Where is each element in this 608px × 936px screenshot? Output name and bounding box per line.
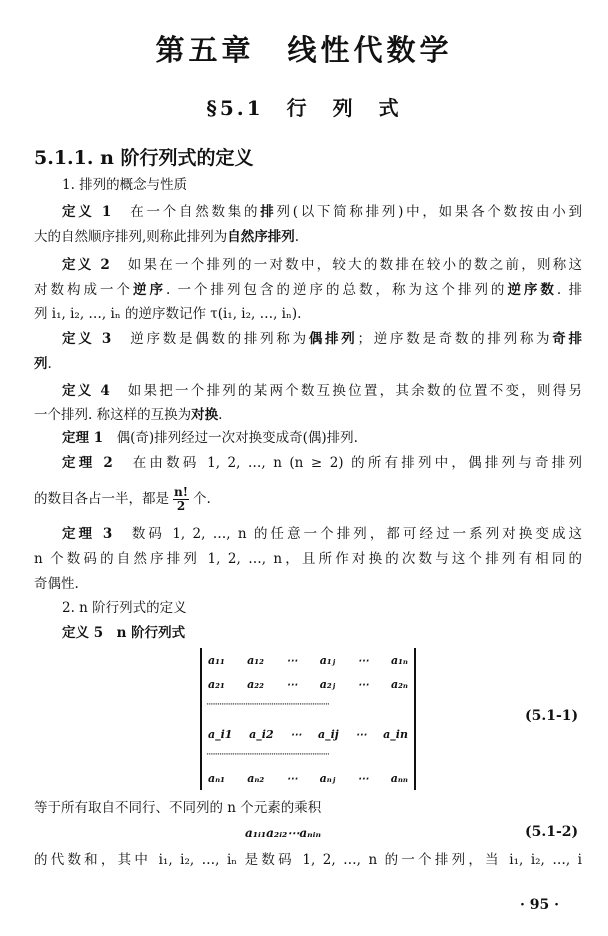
text-line — [34, 406, 222, 424]
matrix-entry: ⋯ — [357, 654, 369, 667]
section-title: §5.1 行 列 式 — [206, 96, 402, 120]
text-segment: 在一个自然数集的 — [111, 204, 261, 220]
text-segment: . — [47, 356, 52, 372]
text-segment: 等于所有取自不同行、不同列的 n 个元素的乘积 — [34, 800, 322, 816]
matrix-row — [208, 772, 408, 785]
text-segment: 列 i₁, i₂, …, iₙ 的逆序数记作 τ(i₁, i₂, …, iₙ). — [34, 306, 302, 322]
matrix-row — [208, 678, 408, 691]
matrix-entry: ⋯ — [286, 772, 298, 785]
bold-term: 定义 5 — [62, 625, 104, 641]
matrix-entry: ⋯ — [357, 678, 369, 691]
text-segment: 一个排列. 称这样的互换为 — [34, 407, 192, 423]
matrix-row — [208, 728, 408, 741]
bold-term: 逆序 — [132, 282, 166, 298]
text-segment — [103, 625, 117, 641]
matrix-entry: aₙₙ — [390, 772, 408, 785]
text-line — [62, 382, 582, 400]
text-segment: 数码 1, 2, …, n 的任意一个排列，都可经过一系列对换变成这 — [112, 526, 583, 542]
matrix-entry: a₁ⱼ — [319, 654, 336, 667]
matrix-entry: ⋯ — [286, 678, 298, 691]
matrix-entry: a₂₁ — [208, 678, 225, 691]
page-number: · 95 · — [520, 897, 559, 913]
text-line — [62, 176, 187, 194]
bold-term: 定理 2 — [62, 455, 113, 471]
bold-term: 自然序排列 — [227, 229, 295, 245]
bold-term: 定理 3 — [62, 526, 113, 542]
matrix-row — [208, 654, 408, 667]
text-segment: 如果把一个排列的某两个数互换位置，其余数的位置不变，则得另 — [109, 383, 582, 399]
text-line — [62, 429, 358, 447]
fraction — [173, 486, 189, 513]
matrix-entry: a₁ₙ — [390, 654, 408, 667]
text-line — [62, 256, 582, 274]
bold-term: 定义 2 — [62, 257, 110, 273]
bold-term: 列 — [34, 356, 48, 372]
equation-label-1: (5.1-1) — [525, 708, 579, 724]
matrix-entry: a₁₁ — [208, 654, 225, 667]
text-line — [34, 281, 582, 299]
matrix-entry: a_i1 — [208, 728, 233, 741]
text-line — [34, 355, 52, 373]
text-segment: . 一个排列包含的逆序的总数，称为这个排列的 — [165, 282, 508, 298]
text-line — [62, 203, 582, 221]
text-segment: 逆序数是偶数的排列称为 — [111, 331, 309, 347]
matrix-entry: ⋯ — [286, 654, 298, 667]
text-line — [62, 454, 582, 472]
matrix-entry: ⋯ — [355, 728, 367, 741]
text-segment: 对数构成一个 — [34, 282, 133, 298]
text-segment: 如果在一个排列的一对数中，较大的数排在较小的数之前，则称这 — [109, 257, 582, 273]
text-segment: 的数目各占一半，都是 — [34, 491, 169, 507]
matrix-entry: aₙ₁ — [208, 772, 225, 785]
text-segment: 在由数码 1, 2, …, n (n ≥ 2) 的所有排列中，偶排列与奇排列 — [112, 455, 582, 471]
text-segment: . 排 — [556, 282, 582, 298]
text-segment: . — [218, 407, 223, 423]
bold-term: 排 — [260, 204, 277, 220]
text-line — [34, 305, 301, 323]
bold-term: 对换 — [191, 407, 219, 423]
text-line — [62, 525, 582, 543]
fraction-numerator: n! — [174, 485, 188, 499]
text-segment: 奇偶性. — [34, 576, 79, 592]
text-segment: 1. 排列的概念与性质 — [62, 177, 188, 193]
subsection-title: 5.1.1. n 阶行列式的定义 — [34, 147, 254, 169]
text-segment: 2. n 阶行列式的定义 — [62, 600, 187, 616]
chapter-title: 第五章 线性代数学 — [155, 33, 453, 67]
matrix-entry: a₂₂ — [247, 678, 264, 691]
matrix-entry: a₂ⱼ — [319, 678, 336, 691]
matrix-dots-row: ·································································· — [206, 750, 329, 760]
matrix-entry: a_in — [383, 728, 408, 741]
matrix-entry: a_ij — [318, 728, 339, 741]
text-line — [62, 624, 185, 642]
text-segment: . — [294, 229, 300, 245]
text-segment: 偶(奇)排列经过一次对换变成奇(偶)排列. — [103, 430, 358, 446]
text-line — [34, 486, 211, 513]
matrix-entry: a₂ₙ — [390, 678, 408, 691]
matrix-entry: aₙⱼ — [319, 772, 336, 785]
text-segment: 大的自然顺序排列,则称此排列为 — [34, 229, 228, 245]
text-segment: ；逆序数是奇数的排列称为 — [357, 331, 553, 347]
bold-term: 定义 3 — [62, 331, 112, 347]
text-line — [34, 575, 79, 593]
bold-term: n 阶行列式 — [116, 625, 186, 641]
text-line — [34, 550, 582, 568]
bold-term: 偶排列 — [308, 331, 358, 347]
matrix-entry: ⋯ — [357, 772, 369, 785]
bold-term: 定义 4 — [62, 383, 110, 399]
text-segment: 列(以下简称排列)中，如果各个数按由小到 — [276, 204, 583, 220]
text-line — [62, 330, 582, 348]
matrix-entry: a₁₂ — [247, 654, 264, 667]
bold-term: 定义 1 — [62, 204, 112, 220]
matrix-entry: aₙ₂ — [247, 772, 265, 785]
text-line — [34, 799, 321, 817]
product-expression: a₁ᵢ₁a₂ᵢ₂⋯aₙᵢₙ — [245, 826, 321, 840]
text-segment: n 个数码的自然序排列 1, 2, …, n，且所作对换的次数与这个排列有相同的 — [34, 551, 582, 567]
equation-label-2: (5.1-2) — [525, 824, 579, 840]
matrix-entry: a_i2 — [249, 728, 274, 741]
bold-term: 定理 1 — [62, 430, 104, 446]
matrix-entry: ⋯ — [290, 728, 302, 741]
text-line — [34, 228, 299, 246]
matrix-dots-row: ·································································· — [206, 700, 329, 710]
text-segment: 个. — [193, 491, 211, 507]
determinant-matrix — [200, 648, 416, 790]
fraction-denominator: 2 — [176, 499, 186, 513]
text-line — [62, 599, 187, 617]
bold-term: 逆序数 — [507, 282, 557, 298]
bold-term: 奇排 — [552, 331, 583, 347]
text-line — [34, 851, 582, 869]
text-segment: 的代数和，其中 i₁, i₂, …, iₙ 是数码 1, 2, …, n 的一个排列，当 i₁, i₂, …, i — [34, 852, 582, 868]
